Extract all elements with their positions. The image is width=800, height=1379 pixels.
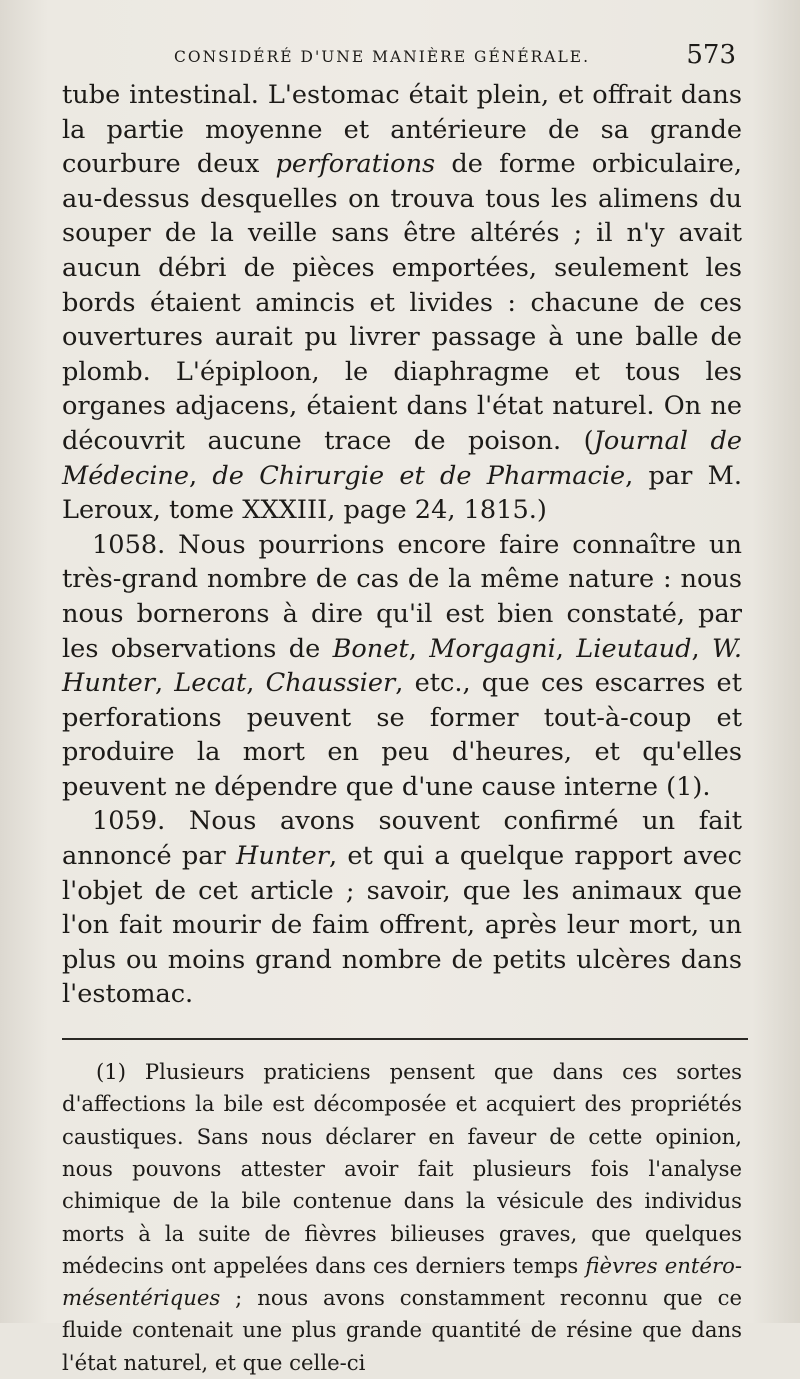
text-run: de forme orbiculaire, au-dessus desquelles on trouva tous les alimens du souper de la veille sans être altérés ; il n'y avait aucun débri de pièces emportées, seulement les bords étaient amincis et livides : chacune de ces ouvertures aurait pu livrer passage à une balle de plomb. L'épiploon, le diaphragme et tous les organes adjacens, étaient dans l'état naturel. On ne découvrit aucune trace de poison. ( — [62, 149, 742, 456]
author-name: W. Hunter — [62, 633, 742, 699]
footnote-separator — [62, 1038, 748, 1040]
paragraph-1058 — [62, 528, 742, 805]
author-name: Morgagni — [429, 633, 556, 664]
paragraph-continued — [62, 78, 742, 528]
author-name: Bonet — [332, 633, 409, 664]
text-run: 1058. Nous pourrions encore faire connaître un très-grand nombre de cas de la même nature : nous nous bornerons à dire qu'il est bien constaté, par les observations de — [62, 529, 742, 664]
text-run: ; nous avons constamment reconnu que ce fluide contenait une plus grande quantité de résine que dans l'état naturel, et que celle-ci — [62, 1285, 742, 1375]
italic-run: fièvres entéro-mésentériques — [62, 1252, 742, 1311]
text-run: , par M. Leroux, tome XXXIII, page 24, 1815.) — [62, 460, 742, 526]
footnote — [62, 1056, 742, 1379]
author-name: Lecat — [174, 668, 247, 699]
text-run: , — [246, 668, 266, 699]
journal-title: de Chirurgie et de Pharmacie — [212, 460, 626, 491]
italic-run: perforations — [275, 149, 436, 180]
text-run: , — [691, 633, 713, 664]
text-run: , — [189, 460, 213, 491]
paragraph-1059 — [62, 804, 742, 1012]
text-run: , — [555, 633, 577, 664]
page-number: 573 — [686, 40, 736, 70]
page-header — [62, 38, 742, 78]
text-run: , — [408, 633, 430, 664]
text-run: , etc., que ces escarres et perforations peuvent se former tout-à-coup et produire la mort en peu d'heures, et qu'elles peuvent ne dépendre que d'une cause interne (1). — [62, 668, 742, 802]
author-name: Lieutaud — [576, 633, 692, 664]
text-run: 1059. Nous avons souvent confirmé un fait annoncé par — [62, 806, 742, 872]
author-name: Chaussier — [265, 668, 396, 699]
text-run: , et qui a quelque rapport avec l'objet de cet article ; savoir, que les animaux que l'on fait mourir de faim offrent, après leur mort, un plus ou moins grand nombre de petits ulcères dans l'estomac. — [62, 841, 742, 1010]
running-head: CONSIDÉRÉ D'UNE MANIÈRE GÉNÉRALE. — [174, 48, 591, 66]
journal-title: Journal de Médecine — [62, 425, 743, 491]
author-name: Hunter — [236, 841, 329, 872]
text-run: tube intestinal. L'estomac était plein, et offrait dans la partie moyenne et antérieure de sa grande courbure deux — [62, 80, 742, 180]
main-text — [62, 78, 742, 1012]
text-run: , — [154, 668, 175, 699]
text-run: (1) Plusieurs praticiens pensent que dans ces sortes d'affections la bile est décomposée et acquiert des propriétés caustiques. Sans nous déclarer en faveur de cette opinion, nous pouvons attester avoir fait plusieurs fois l'analyse chimique de la bile contenue dans la vésicule des individus morts à la suite de fièvres bilieuses graves, que quelques médecins ont appelées dans ces derniers temps — [62, 1059, 742, 1278]
